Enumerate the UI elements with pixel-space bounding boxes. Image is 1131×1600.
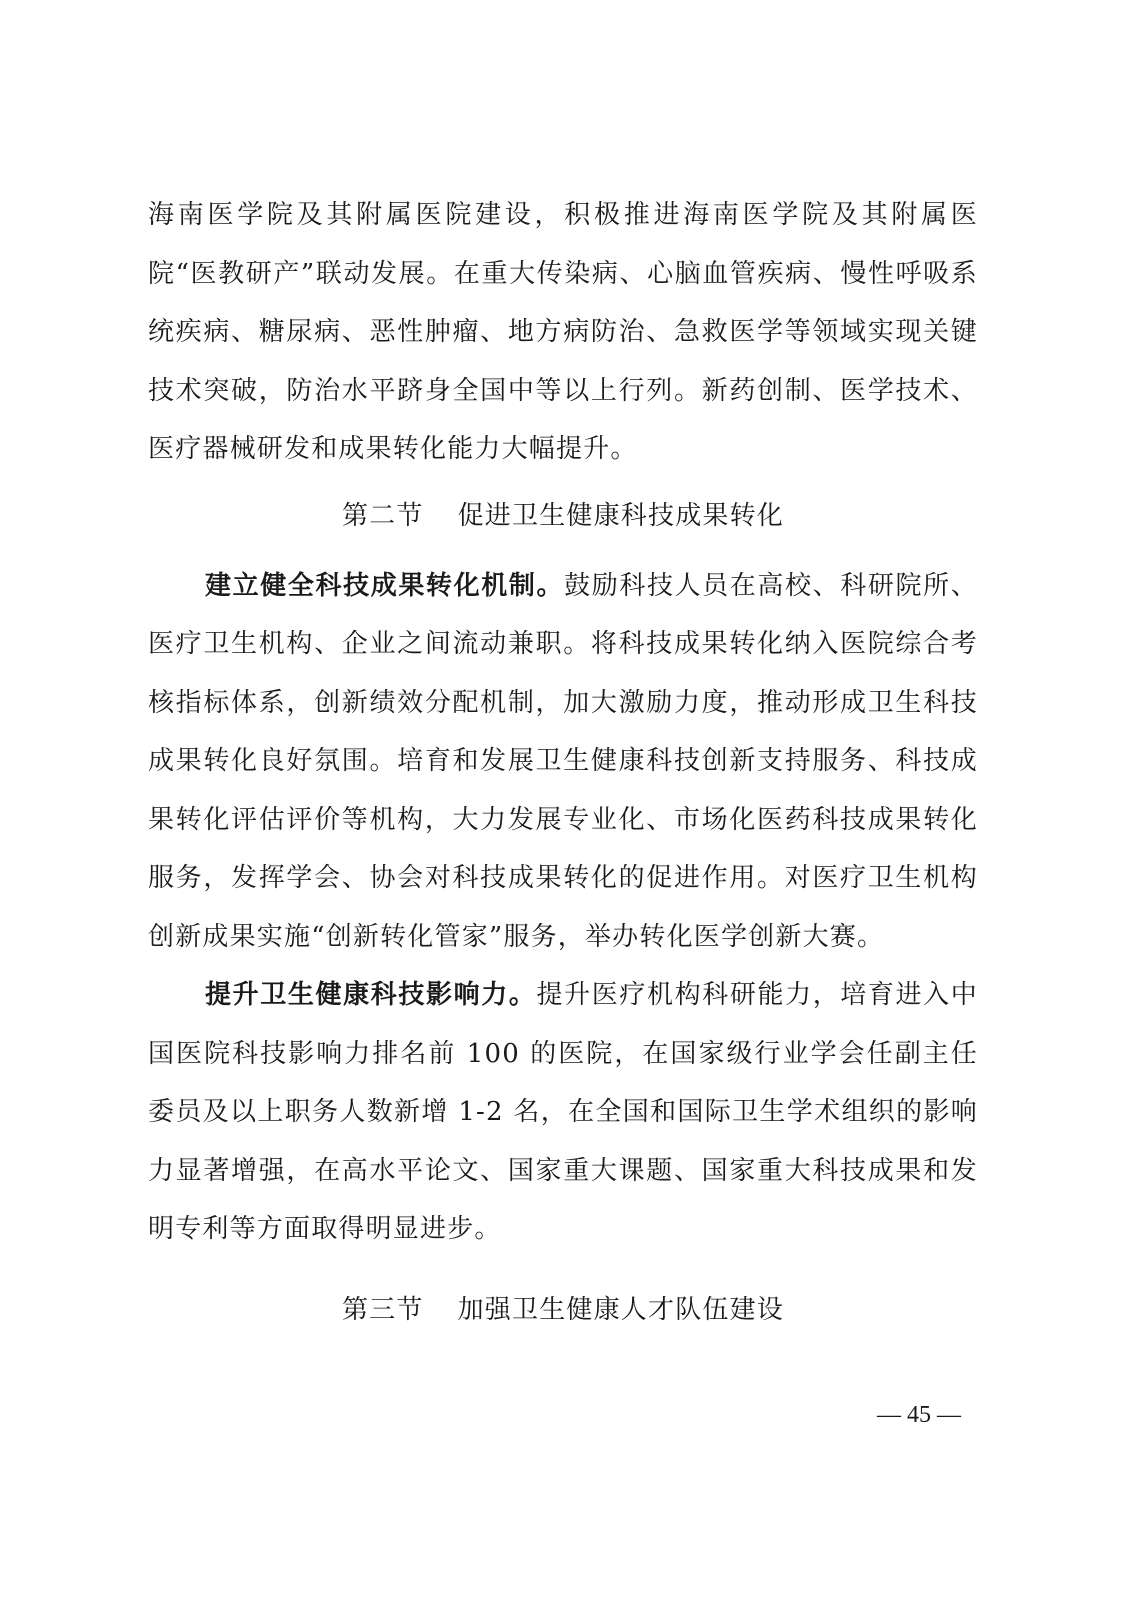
page-number: — 45 — xyxy=(877,1402,961,1428)
document-page xyxy=(148,186,978,1323)
paragraph-lead: 提升卫生健康科技影响力。 xyxy=(205,980,537,1010)
section-number: 第三节 xyxy=(341,1294,424,1325)
paragraph xyxy=(148,557,978,967)
paragraph-body: 提升医疗机构科研能力，培育进入中国医院科技影响力排名前 100 的医院，在国家级行业学会任副主任委员及以上职务人数新增 1-2 名，在全国和国际卫生学术组织的影响力显著增强，在高水平论文、国家重大课题、国家重大科技成果和发明专利等方面取得明显进步。 xyxy=(148,980,978,1244)
section-title: 加强卫生健康人才队伍建设 xyxy=(457,1294,784,1325)
paragraph xyxy=(148,966,978,1259)
continuation-paragraph: 海南医学院及其附属医院建设，积极推进海南医学院及其附属医院“医教研产”联动发展。在重大传染病、心脑血管疾病、慢性呼吸系统疾病、糖尿病、恶性肿瘤、地方病防治、急救医学等领域实现关键技术突破，防治水平跻身全国中等以上行列。新药创制、医学技术、医疗器械研发和成果转化能力大幅提升。 xyxy=(148,200,978,464)
section-title: 促进卫生健康科技成果转化 xyxy=(457,500,784,531)
paragraph-lead: 建立健全科技成果转化机制。 xyxy=(205,570,565,601)
section-heading xyxy=(148,500,978,531)
section-heading xyxy=(148,1294,978,1325)
paragraph-body: 鼓励科技人员在高校、科研院所、医疗卫生机构、企业之间流动兼职。将科技成果转化纳入医院综合考核指标体系，创新绩效分配机制，加大激励力度，推动形成卫生科技成果转化良好氛围。培育和发展卫生健康科技创新支持服务、科技成果转化评估评价等机构，大力发展专业化、市场化医药科技成果转化服务，发挥学会、协会对科技成果转化的促进作用。对医疗卫生机构创新成果实施“创新转化管家”服务，举办转化医学创新大赛。 xyxy=(148,570,978,952)
section-number: 第二节 xyxy=(341,500,424,531)
